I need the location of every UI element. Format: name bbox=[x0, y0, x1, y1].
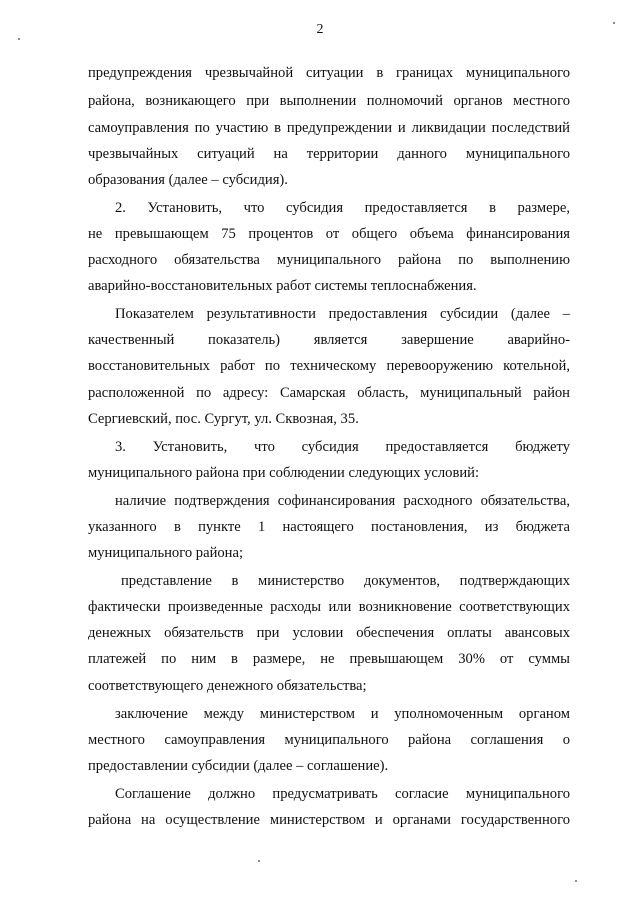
text-line: 3. Установить, что субсидия предоставляется бюджету bbox=[115, 439, 570, 455]
text-line: муниципального района; bbox=[88, 545, 244, 561]
text-line: указанного в пункте 1 настоящего постановления, из бюджета bbox=[88, 519, 570, 535]
text-line: качественный показатель) является завершение аварийно- bbox=[88, 332, 570, 348]
text-line: расходного обязательства муниципального района по выполнению bbox=[88, 252, 570, 268]
text-line: представление в министерство документов, подтверждающих bbox=[121, 573, 570, 589]
text-line: образования (далее – субсидия). bbox=[88, 172, 288, 188]
text-line: заключение между министерством и уполномоченным органом bbox=[115, 706, 570, 722]
text-line: платежей по ним в размере, не превышающем 30% от суммы bbox=[88, 651, 570, 667]
text-line: муниципального района при соблюдении следующих условий: bbox=[88, 465, 480, 481]
scan-speck bbox=[575, 880, 577, 882]
text-line: местного самоуправления муниципального района соглашения о bbox=[88, 732, 570, 748]
text-line: района на осуществление министерством и органами государственного bbox=[88, 812, 570, 828]
text-line: аварийно-восстановительных работ системы теплоснабжения. bbox=[88, 278, 477, 294]
text-line: района, возникающего при выполнении полномочий органов местного bbox=[88, 93, 570, 109]
text-line: денежных обязательств при условии обеспечения оплаты авансовых bbox=[88, 625, 570, 641]
text-line: предоставлении субсидии (далее – соглашение). bbox=[88, 758, 389, 774]
text-line: предупреждения чрезвычайной ситуации в границах муниципального bbox=[88, 65, 570, 81]
scan-speck bbox=[613, 22, 615, 24]
page-number: 2 bbox=[316, 22, 324, 37]
text-line: восстановительных работ по техническому перевооружению котельной, bbox=[88, 358, 570, 374]
text-line: Сергиевский, пос. Сургут, ул. Сквозная, 35. bbox=[88, 411, 359, 427]
text-line: самоуправления по участию в предупреждении и ликвидации последствий bbox=[88, 120, 570, 136]
text-line: 2. Установить, что субсидия предоставляется в размере, bbox=[115, 200, 570, 216]
text-line: наличие подтверждения софинансирования расходного обязательства, bbox=[115, 493, 570, 509]
text-line: Соглашение должно предусматривать согласие муниципального bbox=[115, 786, 570, 802]
text-line: соответствующего денежного обязательства; bbox=[88, 678, 367, 694]
text-line: не превышающем 75 процентов от общего объема финансирования bbox=[88, 226, 570, 242]
text-line: фактически произведенные расходы или возникновение соответствующих bbox=[88, 599, 570, 615]
text-line: чрезвычайных ситуаций на территории данного муниципального bbox=[88, 146, 570, 162]
scan-speck bbox=[18, 38, 20, 40]
text-line: Показателем результативности предоставления субсидии (далее – bbox=[115, 306, 570, 322]
scan-speck bbox=[258, 860, 260, 862]
text-line: расположенной по адресу: Самарская область, муниципальный район bbox=[88, 385, 570, 401]
